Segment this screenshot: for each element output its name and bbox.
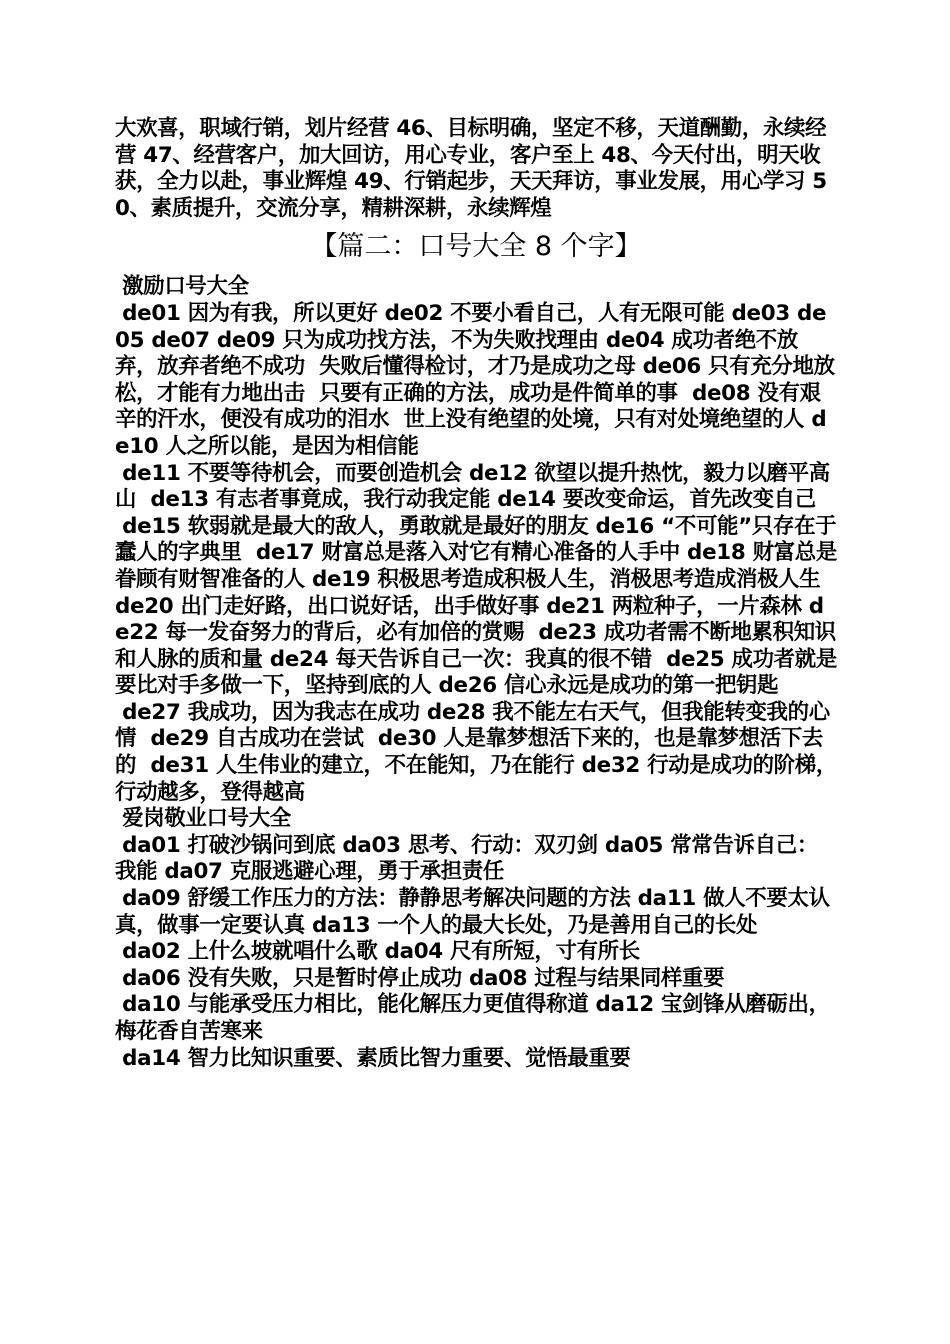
body-paragraph: da02 上什么坡就唱什么歌 da04 尺有所短，寸有所长 <box>115 939 640 965</box>
body-paragraph: da10 与能承受压力相比，能化解压力更值得称道 da12 宝剑锋从磨砺出，梅花香自苦寒来 <box>115 992 830 1044</box>
body-paragraph: de27 我成功，因为我志在成功 de28 我不能左右天气，但我能转变我的心情 de29 自古成功在尝试 de30 人是靠梦想活下来的，也是靠梦想活下去的 de31 人生伟业的建立，不在能知，乃在能行 de32 行动是成功的阶梯，行动越多，登得越高 <box>115 699 837 805</box>
body-paragraph: da09 舒缓工作压力的方法：静静思考解决问题的方法 da11 做人不要太认真，做事一定要认真 da13 一个人的最大长处，乃是善用自己的长处 <box>115 886 830 938</box>
section-title-dedication: 爱岗敬业口号大全 <box>115 806 291 832</box>
section-heading: 【篇二：口号大全 8 个字】 <box>310 231 642 263</box>
document-page <box>115 116 837 1072</box>
section-title-motivation: 激励口号大全 <box>115 274 249 300</box>
body-paragraph: de11 不要等待机会，而要创造机会 de12 欲望以提升热忱，毅力以磨平高山 de13 有志者事竟成，我行动我定能 de14 要改变命运，首先改变自己 <box>115 460 830 513</box>
body-paragraph: de01 因为有我，所以更好 de02 不要小看自己，人有无限可能 de03 de05 de07 de09 只为成功找方法，不为失败找理由 de04 成功者绝不放弃，放弃者绝不成功 失败后懂得检讨，才乃是成功之母 de06 只有充分地放松，才能有力地出击 只要有正确的方法，成功是件简单的事 de08 没有艰辛的汗水，便没有成功的泪水 世上没有绝望的处境，只有对处境绝望的人 de10 人之所以能，是因为相信能 <box>115 300 835 459</box>
body-paragraph: de15 软弱就是最大的敌人，勇敢就是最好的朋友 de16 “不可能”只存在于蠢人的字典里 de17 财富总是落入对它有精心准备的人手中 de18 财富总是眷顾有财智准备的人 de19 积极思考造成积极人生，消极思考造成消极人生 de20 出门走好路，出口说好话，出手做好事 de21 两粒种子，一片森林 de22 每一发奋努力的背后，必有加倍的赏赐 de23 成功者需不断地累积知识和人脉的质和量 de24 每天告诉自己一次：我真的很不错 de25 成功者就是要比对手多做一下，坚持到底的人 de26 信心永远是成功的第一把钥匙 <box>115 513 837 699</box>
intro-paragraph: 大欢喜，职域行销，划片经营 46、目标明确，坚定不移，天道酬勤，永续经营 47、经营客户，加大回访，用心专业，客户至上 48、今天付出，明天收获，全力以赴，事业辉煌 49、行销起步，天天拜访，事业发展，用心学习 50、素质提升，交流分享，精耕深耕，永续辉煌 <box>115 116 827 221</box>
body-paragraph: da01 打破沙锅问到底 da03 思考、行动：双刃剑 da05 常常告诉自己：我能 da07 克服逃避心理，勇于承担责任 <box>115 832 818 885</box>
body-paragraph: da14 智力比知识重要、素质比智力重要、觉悟最重要 <box>115 1045 631 1071</box>
body-paragraph: da06 没有失败，只是暂时停止成功 da08 过程与结果同样重要 <box>115 965 725 991</box>
